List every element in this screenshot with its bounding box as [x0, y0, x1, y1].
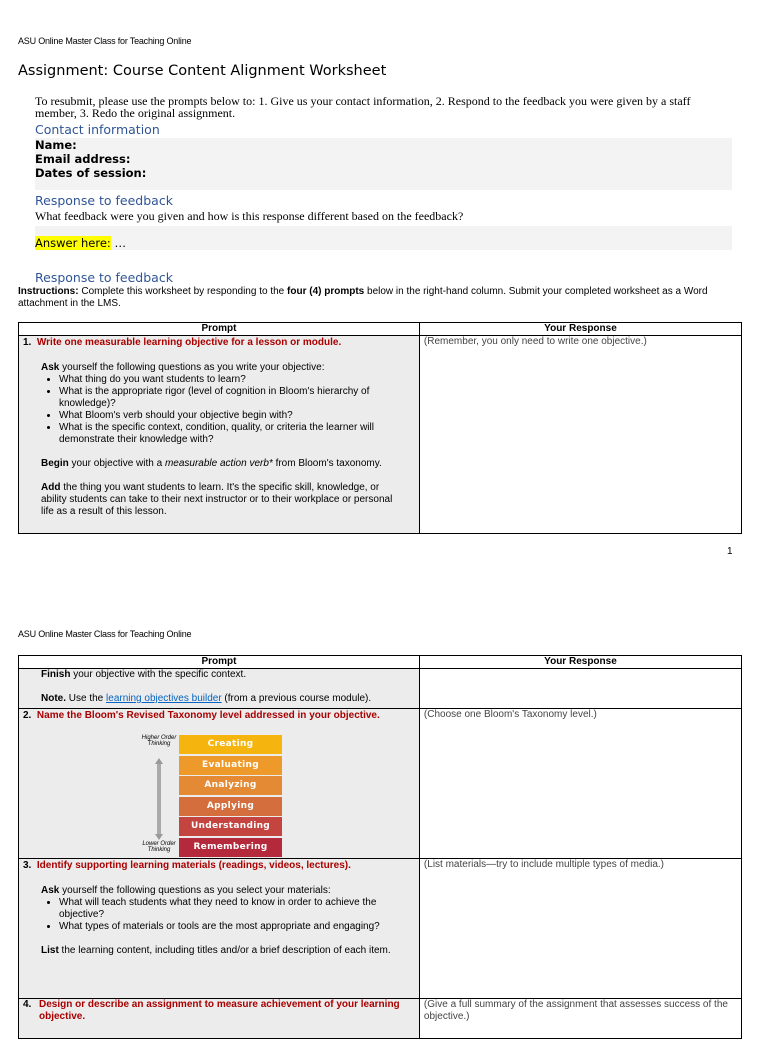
row3-list-bold: List	[41, 945, 59, 956]
response-column-header: Your Response	[419, 656, 741, 669]
bloom-level-understanding: Understanding	[179, 817, 282, 836]
list-item: • What is the specific context, condition, quality, or criteria the learner will demonstrate their knowledge with?	[59, 422, 415, 446]
answer-label: Answer here:	[35, 236, 111, 250]
row4-response-hint: (Give a full summary of the assignment that assesses success of the objective.)	[423, 999, 728, 1022]
row3-question-list	[23, 897, 415, 933]
page-header-2: ASU Online Master Class for Teaching Online	[18, 629, 192, 639]
row3-title: Identify supporting learning materials (readings, videos, lectures).	[36, 860, 351, 871]
row1-add-bold: Add	[41, 482, 61, 493]
row2-response-hint: (Choose one Bloom's Taxonomy level.)	[423, 709, 597, 720]
row1-continued-response-cell[interactable]	[419, 669, 741, 709]
row2-prompt	[19, 709, 420, 859]
list-item: • What is the appropriate rigor (level of cognition in Bloom's hierarchy of knowledge)?	[59, 386, 415, 410]
row1-add-text: the thing you want students to learn. It's the specific skill, knowledge, or ability students can take to their next instructor or to their workplace or personal life as a result of this lesson.	[41, 482, 393, 517]
bloom-level-creating: Creating	[179, 735, 282, 754]
row1-begin-text-b: from Bloom's taxonomy.	[272, 458, 382, 469]
blooms-taxonomy-graphic	[23, 723, 415, 851]
finish-bold: Finish	[41, 669, 71, 680]
answer-field[interactable]: …	[110, 236, 126, 250]
row3-list-text: the learning content, including titles and/or a brief description of each item.	[58, 945, 391, 956]
row2-response-cell[interactable]	[419, 709, 741, 859]
note-text-b: (from a previous course module).	[221, 693, 372, 704]
feedback-heading: Response to feedback	[35, 193, 173, 208]
bloom-level-evaluating: Evaluating	[179, 756, 282, 775]
prompt-column-header: Prompt	[19, 656, 420, 669]
prompt-column-header: Prompt	[19, 323, 420, 336]
note-bold: Note.	[41, 693, 66, 704]
row1-response-cell[interactable]	[419, 336, 741, 534]
row1-ask-text: yourself the following questions as you write your objective:	[59, 362, 325, 373]
worksheet-instructions	[18, 286, 738, 310]
instructions-text-a: Complete this worksheet by responding to the	[78, 286, 288, 297]
note-text-a: Use the	[66, 693, 107, 704]
row1-response-hint: (Remember, you only need to write one objective.)	[423, 336, 647, 347]
thinking-arrow-icon	[155, 758, 163, 840]
list-item: • What Bloom's verb should your objective begin with?	[59, 410, 415, 422]
worksheet-table-2	[18, 655, 742, 1039]
row1-continued-prompt	[19, 669, 420, 709]
resubmit-instructions: To resubmit, please use the prompts below to: 1. Give us your contact information, 2. Respond to the feedback you were given by a staff member, 3. Redo the original assignment.	[35, 94, 691, 120]
row4-number: 4.	[23, 999, 32, 1010]
bloom-level-remembering: Remembering	[179, 838, 282, 857]
row1-begin-italic: measurable action verb*	[164, 458, 273, 469]
row1-question-list	[23, 374, 415, 446]
name-label: Name:	[35, 138, 77, 152]
row3-prompt	[19, 859, 420, 999]
row1-begin-bold: Begin	[41, 458, 69, 469]
answer-block	[35, 226, 732, 250]
row3-response-hint: (List materials—try to include multiple types of media.)	[423, 859, 665, 870]
feedback-question: What feedback were you given and how is this response different based on the feedback?	[35, 209, 464, 223]
row2-title: Name the Bloom's Revised Taxonomy level addressed in your objective.	[36, 710, 380, 721]
contact-heading: Contact information	[35, 122, 160, 137]
page-number: 1	[727, 546, 733, 557]
row3-number: 3.	[23, 860, 32, 871]
row4-title: Design or describe an assignment to measure achievement of your learning objective.	[39, 999, 400, 1022]
row1-prompt	[19, 336, 420, 534]
response-column-header: Your Response	[419, 323, 741, 336]
row4-response-cell[interactable]	[419, 999, 741, 1039]
learning-objectives-builder-link[interactable]: learning objectives builder	[106, 693, 222, 704]
feedback-heading-2: Response to feedback	[35, 270, 173, 285]
list-item: • What thing do you want students to learn?	[59, 374, 415, 386]
bloom-level-applying: Applying	[179, 797, 282, 816]
row3-ask-bold: Ask	[41, 885, 60, 896]
lower-order-label: Lower Order Thinking	[142, 841, 176, 853]
row3-ask-text: yourself the following questions as you select your materials:	[59, 885, 331, 896]
email-label: Email address:	[35, 152, 131, 166]
instructions-text-b: below in the right-hand column. Submit your completed worksheet as a Word attachment in the LMS.	[18, 286, 708, 309]
list-item: • What types of materials or tools are the most appropriate and engaging?	[59, 921, 415, 933]
row1-ask-bold: Ask	[41, 362, 60, 373]
finish-text: your objective with the specific context.	[70, 669, 247, 680]
instructions-bold: Instructions:	[18, 286, 79, 297]
worksheet-table-1	[18, 322, 742, 534]
row3-response-cell[interactable]	[419, 859, 741, 999]
dates-label: Dates of session:	[35, 166, 147, 180]
instructions-bold-2: four (4) prompts	[287, 286, 365, 297]
page-title: Assignment: Course Content Alignment Worksheet	[18, 63, 387, 79]
page-header: ASU Online Master Class for Teaching Online	[18, 36, 192, 46]
row1-begin-text-a: your objective with a	[68, 458, 165, 469]
bloom-level-analyzing: Analyzing	[179, 776, 282, 795]
row2-number: 2.	[23, 710, 32, 721]
row4-prompt	[19, 999, 420, 1039]
row1-number: 1.	[23, 337, 32, 348]
row1-title: Write one measurable learning objective for a lesson or module.	[36, 337, 342, 348]
list-item: • What will teach students what they need to know in order to achieve the objective?	[59, 897, 415, 921]
contact-block	[35, 138, 732, 190]
higher-order-label: Higher Order Thinking	[141, 735, 177, 747]
